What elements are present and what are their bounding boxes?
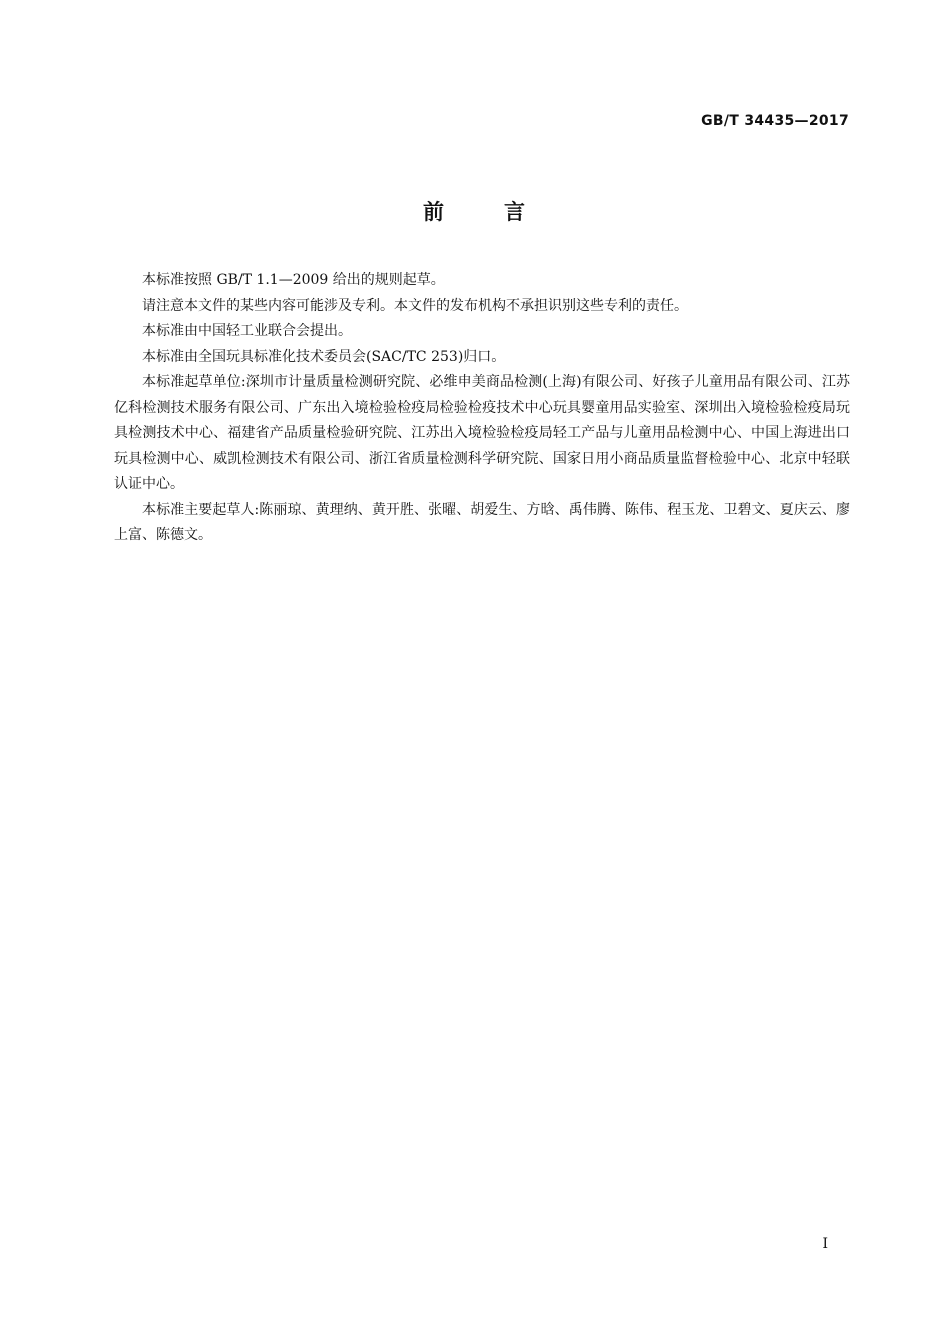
page-number: I (822, 1236, 828, 1252)
paragraph-drafting-units: 本标准起草单位:深圳市计量质量检测研究院、必维申美商品检测(上海)有限公司、好孩子儿童用品有限公司、江苏亿科检测技术服务有限公司、广东出入境检验检疫局检验检疫技术中心玩具婴童用品实验室、深圳出入境检验检疫局玩具检测技术中心、福建省产品质量检验研究院、江苏出入境检验检疫局轻工产品与儿童用品检测中心、中国上海进出口玩具检测中心、威凯检测技术有限公司、浙江省质量检测科学研究院、国家日用小商品质量监督检验中心、北京中轻联认证中心。 (114, 374, 850, 492)
paragraph-drafting-rules: 本标准按照 GB/T 1.1—2009 给出的规则起草。 (142, 272, 445, 288)
title-char-2: 言 (504, 200, 527, 224)
paragraph-patent-notice: 请注意本文件的某些内容可能涉及专利。本文件的发布机构不承担识别这些专利的责任。 (142, 297, 688, 314)
paragraph-proposer: 本标准由中国轻工业联合会提出。 (142, 323, 352, 339)
title-char-1: 前 (423, 200, 446, 224)
standard-code: GB/T 34435—2017 (701, 113, 849, 129)
paragraph-technical-committee: 本标准由全国玩具标准化技术委员会(SAC/TC 253)归口。 (142, 348, 506, 365)
foreword-body (114, 268, 850, 549)
paragraph-drafters: 本标准主要起草人:陈丽琼、黄理纳、黄开胜、张曜、胡爱生、方晗、禹伟腾、陈伟、程玉龙、卫碧文、夏庆云、廖上富、陈德文。 (114, 501, 850, 543)
page-title (0, 196, 950, 226)
